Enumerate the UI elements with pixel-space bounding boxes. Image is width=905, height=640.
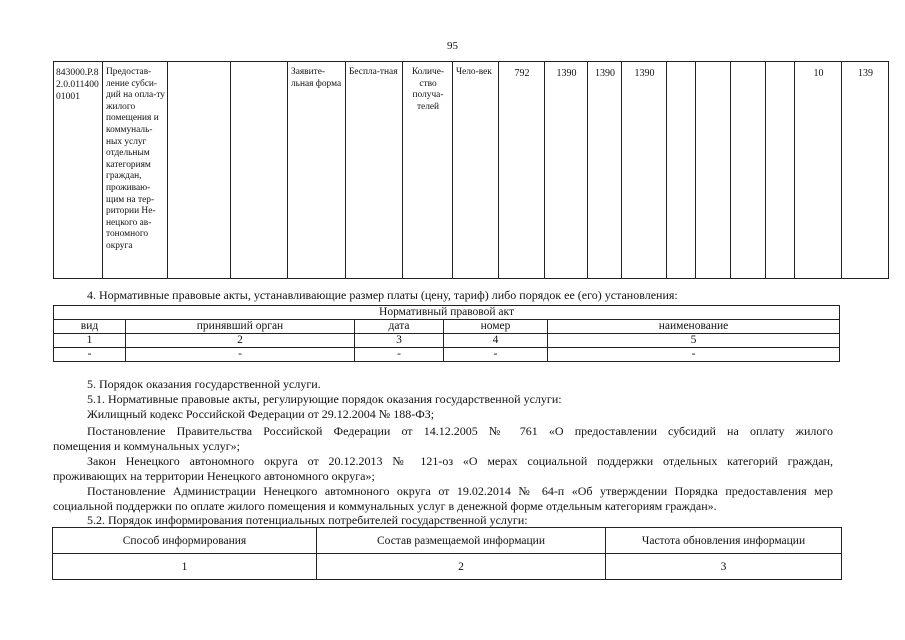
table-cell: [696, 62, 731, 279]
legal-act-4: [53, 484, 833, 513]
table-cell: [168, 62, 231, 279]
table-cell: [231, 62, 288, 279]
legal-acts-table: [53, 305, 840, 362]
column-header: вид: [54, 320, 126, 334]
column-number: 1: [53, 554, 317, 580]
service-name-cell: Предостав-ление субси-дий на опла-ту жилого помещения и коммуналь-ных услуг отдельным категориям граждан, проживаю-щим на тер-ритории Не-нецкого ав-тономного округа: [103, 62, 168, 279]
column-number: 2: [126, 334, 355, 348]
column-header: Состав размещаемой информации: [317, 528, 606, 554]
deviation-abs-cell: 139: [842, 62, 889, 279]
okei-cell: 792: [499, 62, 545, 279]
table-row: [54, 306, 840, 320]
service-table-continued: [53, 61, 889, 279]
table-cell: [731, 62, 766, 279]
deviation-percent-cell: 10: [795, 62, 842, 279]
column-number: 3: [355, 334, 444, 348]
unit-cell: Чело-век: [453, 62, 499, 279]
column-header: принявший орган: [126, 320, 355, 334]
indicator-cell: Количе-ство получа-телей: [403, 62, 453, 279]
column-header: номер: [444, 320, 548, 334]
column-header: дата: [355, 320, 444, 334]
column-header: наименование: [548, 320, 840, 334]
page-number: 95: [447, 40, 458, 52]
section-5-heading: 5. Порядок оказания государственной услуги.: [87, 377, 321, 391]
column-header: Способ информирования: [53, 528, 317, 554]
table-row: [54, 320, 840, 334]
value-cell: 1390: [588, 62, 622, 279]
legal-act-3-line-2: проживающих на территории Ненецкого автономного округа»;: [53, 468, 375, 483]
table-row: [54, 62, 889, 279]
legal-act-4-line-2: социальной поддержки по оплате жилого помещения и коммунальных услуг в денежной форме отдельным категориям граждан».: [53, 498, 717, 513]
section-5-1-heading: 5.1. Нормативные правовые акты, регулирующие порядок оказания государственной услуги:: [87, 392, 562, 406]
table-cell: [667, 62, 696, 279]
column-number: 2: [317, 554, 606, 580]
table-row: [54, 334, 840, 348]
legal-act-2-line-1: Постановление Правительства Российской Федерации от 14.12.2005 № 761 «О предоставлении субсидий на оплату жилого: [87, 424, 833, 438]
legal-act-2: [53, 424, 833, 453]
legal-act-4-line-1: Постановление Администрации Ненецкого автомноного округа от 19.02.2014 № 64-п «Об утверждении Порядка предоставления мер: [87, 484, 833, 498]
table-cell: -: [355, 348, 444, 362]
legal-act-1: Жилищный кодекс Российской Федерации от 29.12.2004 № 188-ФЗ;: [87, 407, 435, 421]
table-row: [54, 348, 840, 362]
column-header: Частота обновления информации: [606, 528, 842, 554]
informing-table: [52, 527, 842, 580]
group-header: Нормативный правовой акт: [54, 306, 840, 320]
section-5-2-heading: 5.2. Порядок информирования потенциальных потребителей государственной услуги:: [87, 513, 528, 527]
column-number: 4: [444, 334, 548, 348]
column-number: 1: [54, 334, 126, 348]
column-number: 3: [606, 554, 842, 580]
table-cell: -: [444, 348, 548, 362]
table-row: [53, 554, 842, 580]
price-cell: Беспла-тная: [346, 62, 403, 279]
legal-act-2-line-2: помещения и коммунальных услуг»;: [53, 438, 241, 453]
value-cell: 1390: [622, 62, 667, 279]
form-cell: Заявите-льная форма: [288, 62, 346, 279]
column-number: 5: [548, 334, 840, 348]
table-cell: -: [54, 348, 126, 362]
table-cell: -: [126, 348, 355, 362]
table-cell: [766, 62, 795, 279]
table-cell: -: [548, 348, 840, 362]
value-cell: 1390: [545, 62, 588, 279]
section-4-heading: 4. Нормативные правовые акты, устанавливающие размер платы (цену, тариф) либо порядок ее (его) установления:: [87, 288, 678, 302]
registry-code-cell: 843000.Р.82.0.01140001001: [54, 62, 103, 279]
legal-act-3-line-1: Закон Ненецкого автономного округа от 20.12.2013 № 121-оз «О мерах социальной поддержки отдельных категорий граждан,: [87, 454, 833, 468]
legal-act-3: [53, 454, 833, 483]
table-row: [53, 528, 842, 554]
